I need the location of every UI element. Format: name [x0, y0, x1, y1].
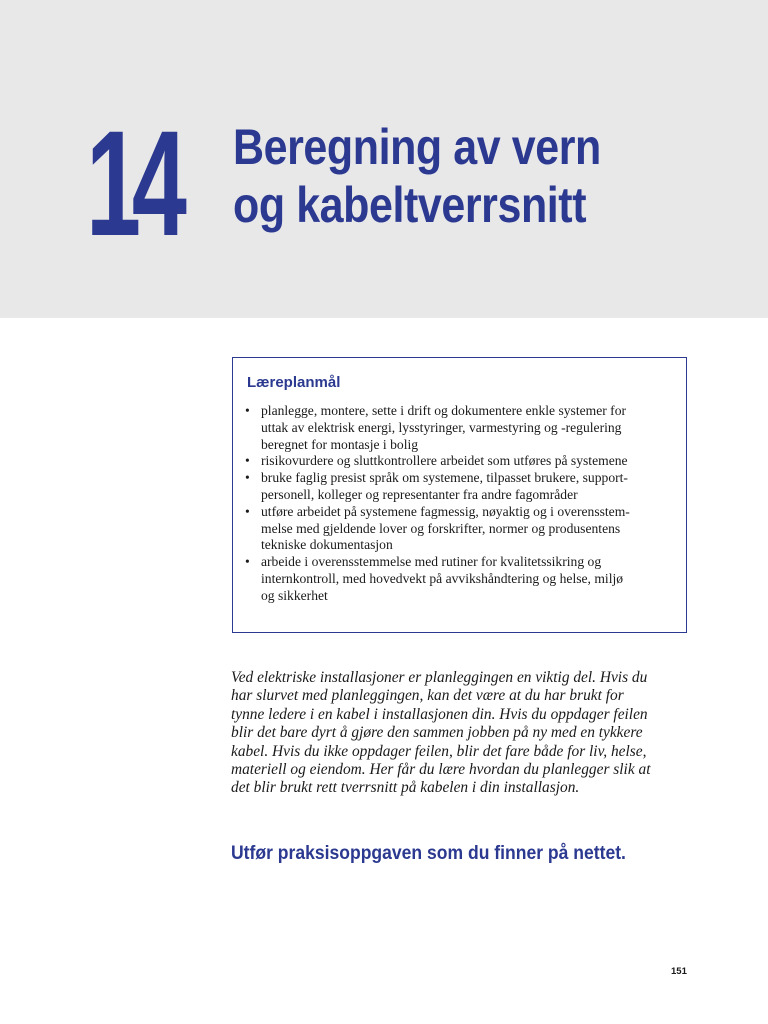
chapter-title: [233, 118, 680, 234]
goal-item: [245, 470, 671, 504]
goal-line: beregnet for montasje i bolig: [261, 436, 419, 452]
intro-line: materiell og eiendom. Her får du lære hvordan du planlegger slik at: [231, 761, 651, 779]
intro-paragraph: [231, 669, 693, 798]
goal-line: utføre arbeidet på systemene fagmessig, nøyaktig og i overensstem-: [261, 503, 630, 519]
bullet-icon: •: [245, 470, 250, 486]
intro-line: det blir brukt rett tverrsnitt på kabelen i din installasjon.: [231, 779, 580, 797]
goal-item: [245, 554, 671, 604]
goal-line: planlegge, montere, sette i drift og dokumentere enkle systemer for: [261, 403, 627, 418]
bullet-icon: •: [245, 403, 250, 418]
chapter-title-line: og kabeltverrsnitt: [233, 177, 587, 233]
bullet-icon: •: [245, 554, 250, 570]
intro-line: tynne ledere i en kabel i installasjonen din. Hvis du oppdager feilen: [231, 705, 648, 723]
intro-line: kabel. Hvis du ikke oppdager feilen, blir det fare både for liv, helse,: [231, 742, 647, 760]
chapter-title-line: Beregning av vern: [233, 119, 601, 175]
goal-item: [245, 403, 671, 453]
goal-line: personell, kolleger og representanter fra andre fagområder: [261, 486, 578, 502]
intro-line: har slurvet med planleggingen, kan det være at du har brukt for: [231, 687, 624, 705]
chapter-number: 14: [86, 99, 178, 267]
page-number: 151: [671, 966, 687, 977]
goal-line: uttak av elektrisk energi, lysstyringer, varmestyring og -regulering: [261, 419, 622, 435]
curriculum-goals-box: [232, 357, 687, 633]
goal-item: [245, 453, 671, 470]
bullet-icon: •: [245, 453, 250, 469]
goal-item: [245, 504, 671, 554]
goal-line: risikovurdere og sluttkontrollere arbeidet som utføres på systemene: [261, 453, 628, 469]
goal-line: arbeide i overensstemmelse med rutiner for kvalitetssikring og: [261, 554, 602, 570]
goal-line: bruke faglig presist språk om systemene, tilpasset brukere, support-: [261, 470, 628, 486]
goal-line: og sikkerhet: [261, 587, 328, 603]
goal-line: internkontroll, med hovedvekt på avvikshåndtering og helse, miljø: [261, 570, 624, 586]
intro-line: Ved elektriske installasjoner er planleggingen en viktig del. Hvis du: [231, 669, 648, 686]
goal-line: melse med gjeldende lover og forskrifter, normer og produsentens: [261, 520, 621, 536]
curriculum-goals-heading: Læreplanmål: [247, 374, 341, 391]
goal-line: tekniske dokumentasjon: [261, 537, 393, 553]
bullet-icon: •: [245, 503, 250, 519]
intro-line: blir det bare dyrt å gjøre den sammen jobben på ny med en tykkere: [231, 724, 643, 742]
practice-task-heading: Utfør praksisoppgaven som du finner på nettet.: [231, 842, 626, 864]
curriculum-goals-list: [245, 403, 671, 605]
